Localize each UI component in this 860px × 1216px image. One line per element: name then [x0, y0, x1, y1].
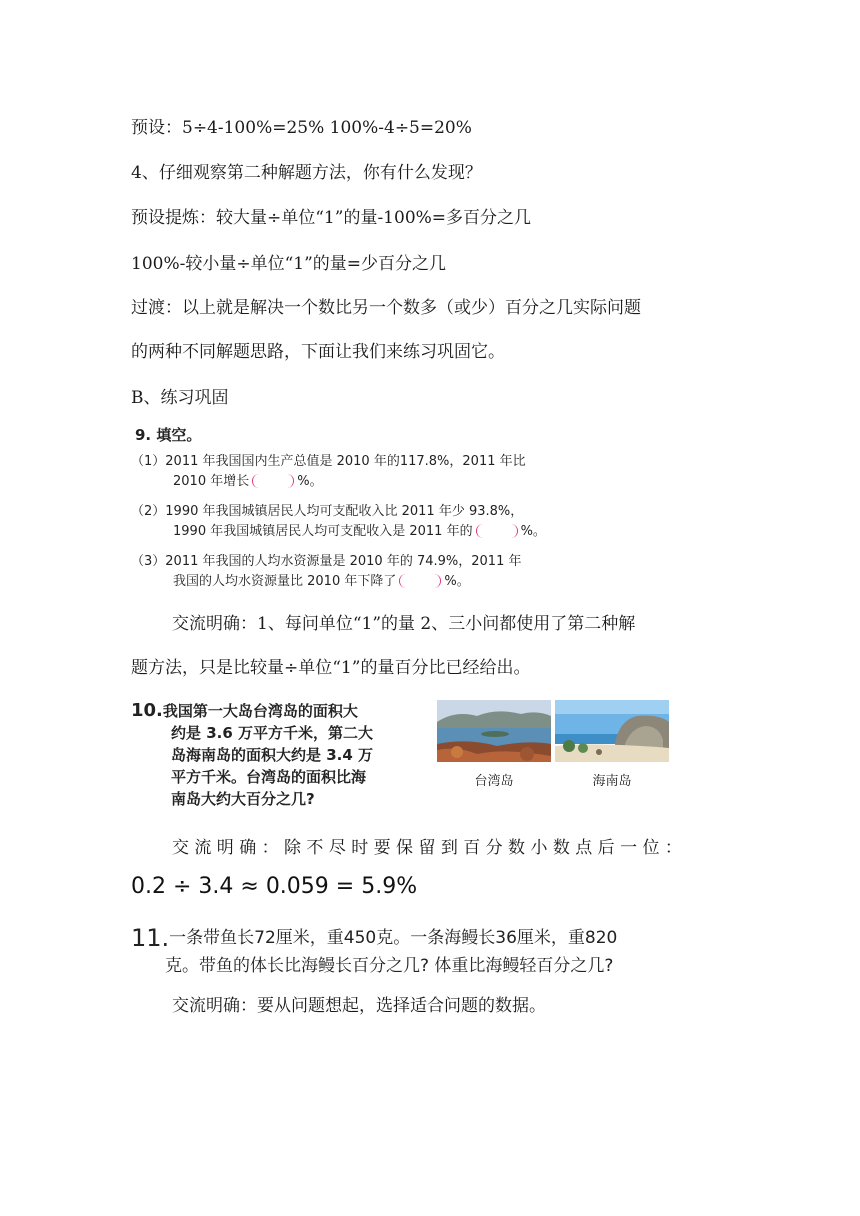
q9-item2-line1: （2）1990 年我国城镇居民人均可支配收入比 2011 年少 93.8%，	[131, 504, 524, 519]
q11-number: 11.	[131, 924, 170, 952]
preset-answer-line: 预设：5÷4-100%=25% 100%-4÷5=20%	[131, 118, 472, 138]
q10-line4: 平方千米。台湾岛的面积比海	[171, 768, 367, 786]
q9-item1-blank[interactable]	[252, 474, 294, 488]
q9-item2-line2	[173, 520, 546, 539]
question-10-block	[131, 696, 691, 814]
q11-line2: 克。带鱼的体长比海鳗长百分之几? 体重比海鳗轻百分之几?	[165, 956, 614, 976]
question-9-block	[131, 424, 611, 589]
q10-line2: 约是 3.6 万平方千米，第二大	[171, 724, 374, 742]
transition-line-2: 的两种不同解题思路，下面让我们来练习巩固它。	[131, 342, 505, 362]
q10-line5: 南岛大约大百分之几?	[171, 790, 315, 808]
calculation-formula: 0.2 ÷ 3.4 ≈ 0.059 = 5.9%	[131, 874, 418, 899]
q9-item1-unit: %。	[297, 474, 323, 489]
q9-item3-text: 我国的人均水资源量比 2010 年下降了	[173, 574, 397, 589]
summary-less-line: 100%-较小量÷单位“1”的量=少百分之几	[131, 254, 447, 274]
hainan-island-photo	[555, 700, 669, 762]
exchange-note-9-line1: 交流明确：1、每问单位“1”的量 2、三小问都使用了第二种解	[172, 614, 636, 634]
q9-heading: 9. 填空。	[135, 426, 202, 444]
question-11-block	[131, 924, 617, 980]
summary-more-line: 预设提炼：较大量÷单位“1”的量-100%=多百分之几	[131, 208, 532, 228]
q9-item2-blank[interactable]	[476, 524, 518, 538]
q10-number: 10.	[131, 700, 163, 721]
q9-item1-text: 2010 年增长	[173, 474, 250, 489]
section-b-heading: B、练习巩固	[131, 388, 229, 408]
q11-line1: 11.一条带鱼长72厘米，重450克。一条海鳗长36厘米，重820	[131, 924, 618, 952]
question-4-line: 4、仔细观察第二种解题方法，你有什么发现？	[131, 163, 482, 183]
q9-item3-line2	[173, 570, 470, 589]
transition-line-1: 过渡：以上就是解决一个数比另一个数多（或少）百分之几实际问题	[131, 298, 641, 318]
q9-item1-line1: （1）2011 年我国国内生产总值是 2010 年的117.8%，2011 年比	[131, 454, 526, 469]
exchange-note-9-line2: 题方法，只是比较量÷单位“1”的量百分比已经给出。	[131, 658, 531, 678]
q9-item2-unit: %。	[520, 524, 546, 539]
exchange-note-11: 交流明确：要从问题想起，选择适合问题的数据。	[172, 996, 546, 1016]
hainan-island-caption: 海南岛	[592, 774, 632, 789]
taiwan-island-photo	[437, 700, 551, 762]
q9-item1-line2	[173, 470, 323, 489]
q9-item2-text: 1990 年我国城镇居民人均可支配收入是 2011 年的	[173, 524, 473, 539]
q10-line1: 10.我国第一大岛台湾岛的面积大	[131, 700, 358, 721]
q9-item3-line1: （3）2011 年我国的人均水资源量是 2010 年的 74.9%，2011 年	[131, 554, 522, 569]
exchange-note-10: 交 流 明 确 ： 除 不 尽 时 要 保 留 到 百 分 数 小 数 点 后 一 位 ：	[172, 838, 682, 858]
q10-text	[131, 700, 431, 810]
taiwan-island-caption: 台湾岛	[474, 774, 514, 789]
q10-line3: 岛海南岛的面积大约是 3.4 万	[171, 746, 374, 764]
q9-item3-blank[interactable]	[399, 574, 441, 588]
q9-item3-unit: %。	[444, 574, 470, 589]
